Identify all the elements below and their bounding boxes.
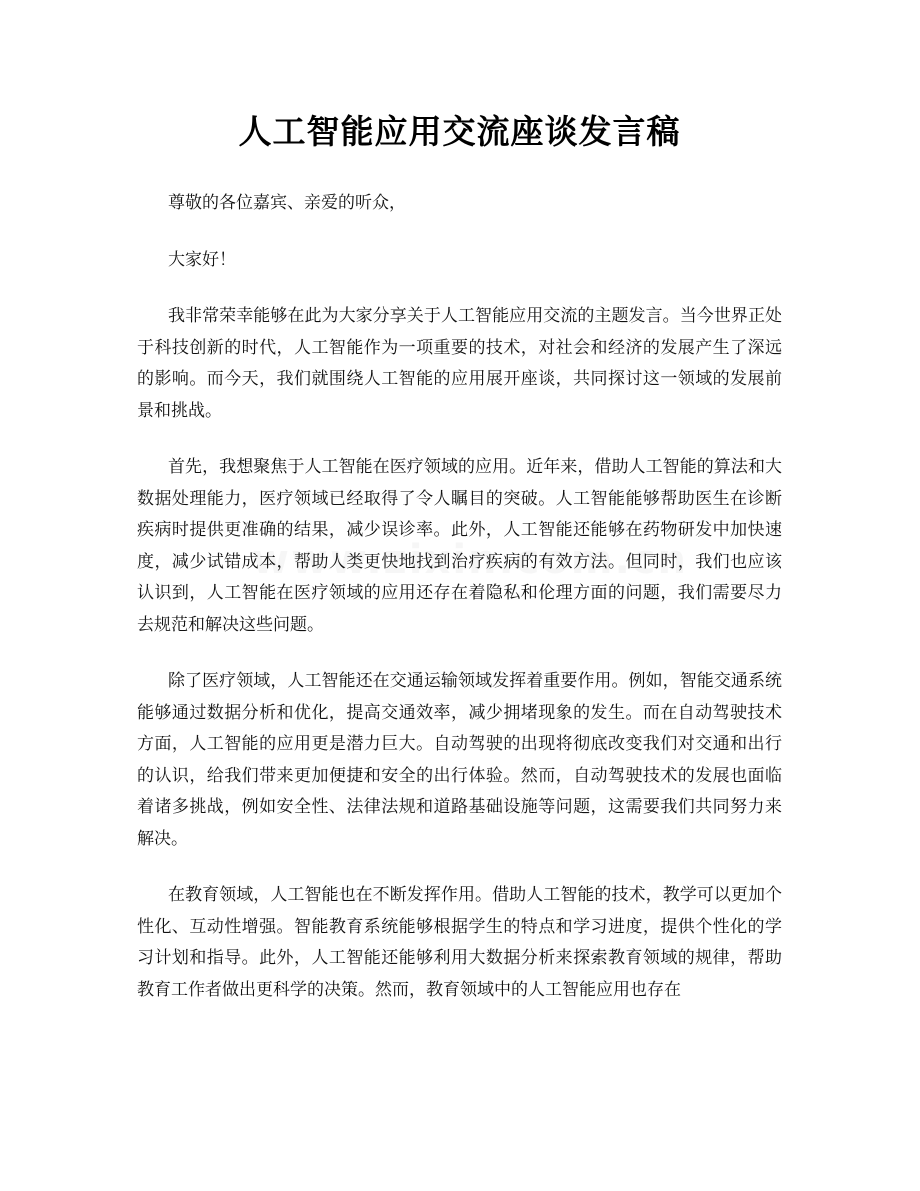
- paragraph-greeting: 大家好！: [168, 249, 236, 270]
- paragraph-education: 在教育领域，人工智能也在不断发挥作用。借助人工智能的技术，教学可以更加个性化、互动性增强。智能教育系统能够根据学生的特点和学习进度，提供个性化的学习计划和指导。此外，人工智能还能够利用大数据分析来探索教育领域的规律，帮助教育工作者做出更科学的决策。然而，教育领域中的人工智能应用也存在: [137, 885, 782, 1000]
- paragraph-medical: 首先，我想聚焦于人工智能在医疗领域的应用。近年来，借助人工智能的算法和大数据处理能力，医疗领域已经取得了令人瞩目的突破。人工智能能够帮助医生在诊断疾病时提供更准确的结果，减少误诊率。此外，人工智能还能够在药物研发中加快速度，减少试错成本，帮助人类更快地找到治疗疾病的有效方法。但同时，我们也应该认识到，人工智能在医疗领域的应用还存在着隐私和伦理方面的问题，我们需要尽力去规范和解决这些问题。: [137, 457, 782, 635]
- document-title: 人工智能应用交流座谈发言稿: [238, 112, 681, 151]
- paragraph-intro: 我非常荣幸能够在此为大家分享关于人工智能应用交流的主题发言。当今世界正处于科技创新的时代，人工智能作为一项重要的技术，对社会和经济的发展产生了深远的影响。而今天，我们就围绕人工智能的应用展开座谈，共同探讨这一领域的发展前景和挑战。: [137, 306, 782, 421]
- paragraph-salutation: 尊敬的各位嘉宾、亲爱的听众，: [168, 193, 406, 213]
- paragraph-transport: 除了医疗领域，人工智能还在交通运输领域发挥着重要作用。例如，智能交通系统能够通过数据分析和优化，提高交通效率，减少拥堵现象的发生。而在自动驾驶技术方面，人工智能的应用更是潜力巨大。自动驾驶的出现将彻底改变我们对交通和出行的认识，给我们带来更加便捷和安全的出行体验。然而，自动驾驶技术的发展也面临着诸多挑战，例如安全性、法律法规和道路基础设施等问题，这需要我们共同努力来解决。: [137, 671, 782, 849]
